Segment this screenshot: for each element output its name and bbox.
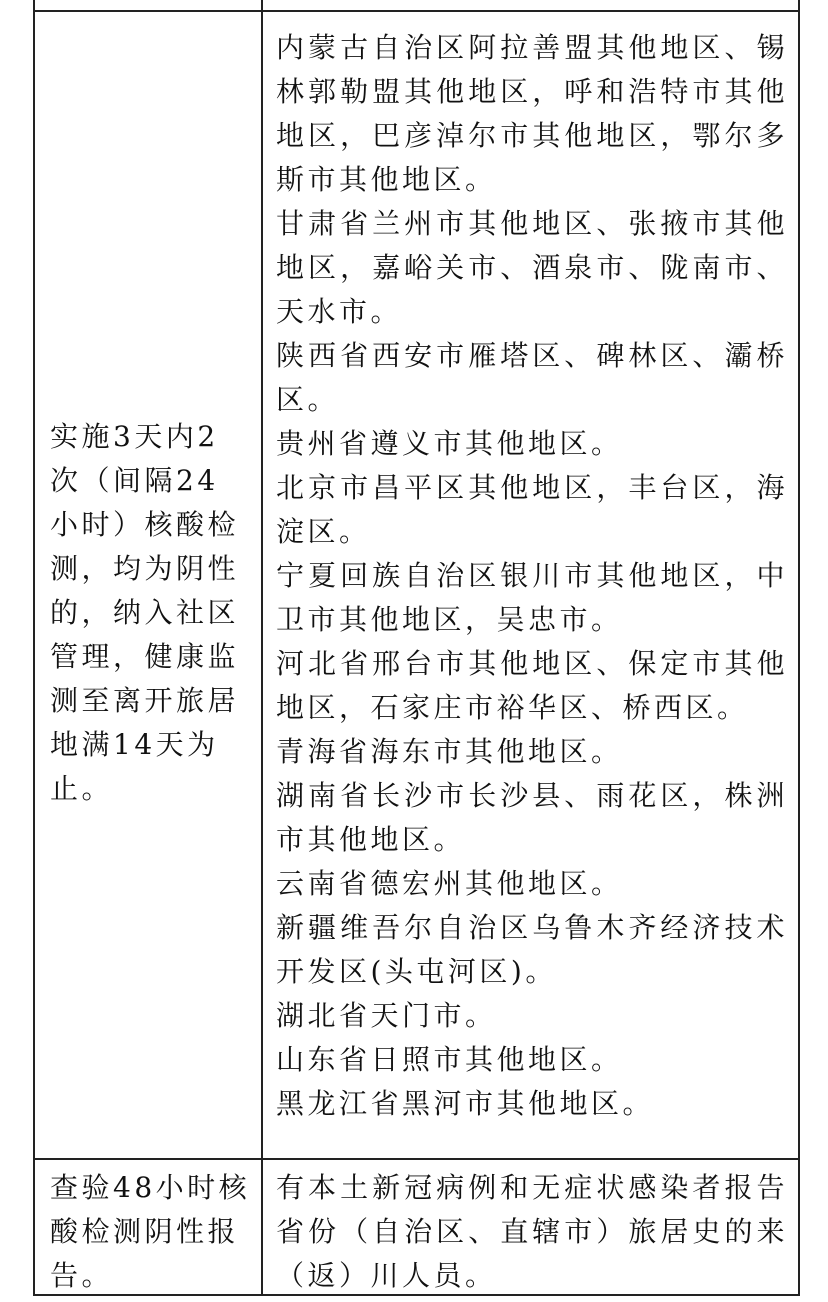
area-item: 新疆维吾尔自治区乌鲁木齐经济技术开发区(头屯河区)。 (276, 911, 788, 988)
areas-cell (263, 0, 798, 10)
measure-text: 实施3天内2次（间隔24小时）核酸检测，均为阴性的，纳入社区管理，健康监测至离开旅居地满14天为止。 (50, 420, 240, 805)
table-row (35, 1158, 798, 1294)
area-item: 陕西省西安市雁塔区、碑林区、灞桥区。 (276, 339, 788, 416)
measure-cell (35, 1160, 263, 1294)
area-item: 河北省邢台市其他地区、保定市其他地区，石家庄市裕华区、桥西区。 (276, 647, 788, 724)
area-item: 山东省日照市其他地区。 (276, 1043, 623, 1076)
measure-cell (35, 0, 263, 10)
measure-cell (35, 12, 263, 1158)
table-row-top-partial (35, 0, 798, 10)
table-row (35, 10, 798, 1158)
areas-cell (263, 12, 798, 1158)
area-item: 黑龙江省黑河市其他地区。 (276, 1087, 655, 1120)
area-item: 湖南省长沙市长沙县、雨花区，株洲市其他地区。 (276, 779, 788, 856)
areas-cell (263, 1160, 798, 1294)
area-item: 内蒙古自治区阿拉善盟其他地区、锡林郭勒盟其他地区，呼和浩特市其他地区，巴彦淖尔市其他地区，鄂尔多斯市其他地区。 (276, 31, 788, 196)
area-item: 青海省海东市其他地区。 (276, 735, 623, 768)
policy-table (33, 0, 800, 1296)
area-item: 湖北省天门市。 (276, 999, 497, 1032)
area-item: 贵州省遵义市其他地区。 (276, 427, 623, 460)
measure-text: 查验48小时核酸检测阴性报告。 (50, 1171, 251, 1292)
area-item: 宁夏回族自治区银川市其他地区，中卫市其他地区，吴忠市。 (276, 559, 788, 636)
area-item: 云南省德宏州其他地区。 (276, 867, 623, 900)
area-item: 北京市昌平区其他地区，丰台区，海淀区。 (276, 471, 788, 548)
area-item: 甘肃省兰州市其他地区、张掖市其他地区，嘉峪关市、酒泉市、陇南市、天水市。 (276, 207, 788, 328)
area-item: 有本土新冠病例和无症状感染者报告省份（自治区、直辖市）旅居史的来（返）川人员。 (276, 1171, 788, 1292)
